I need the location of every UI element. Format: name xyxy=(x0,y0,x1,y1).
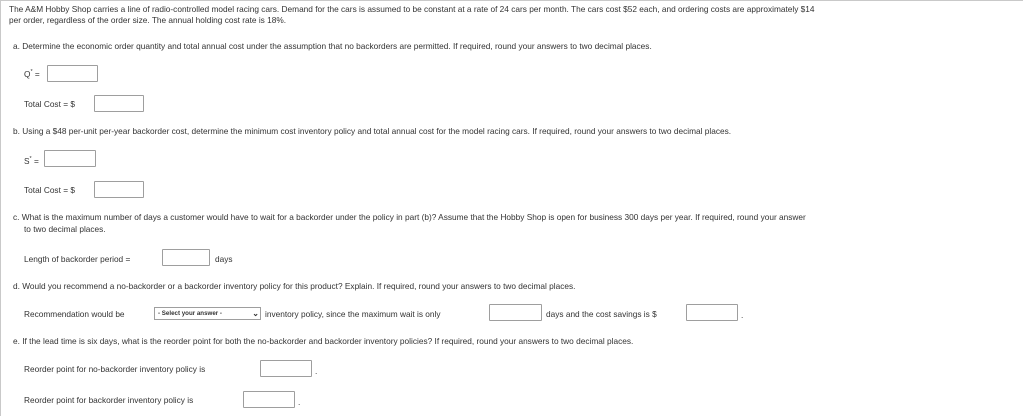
backorder-reorder-input[interactable] xyxy=(243,391,295,408)
recommendation-prefix: Recommendation would be xyxy=(24,309,125,319)
intro-line-2: per order, regardless of the order size. The annual holding cost rate is 18%. xyxy=(9,15,287,25)
part-c-question-line-2: to two decimal places. xyxy=(24,224,106,234)
part-b-total-cost-input[interactable] xyxy=(94,181,144,198)
policy-select-value: - Select your answer - xyxy=(158,310,222,317)
part-d-question: d. Would you recommend a no-backorder or a backorder inventory policy for this product? Explain. If required, round your answers to two decimal places. xyxy=(13,281,576,291)
after-select-text: inventory policy, since the maximum wait is only xyxy=(265,309,441,319)
backorder-length-label: Length of backorder period = xyxy=(24,254,131,264)
backorder-reorder-label: Reorder point for backorder inventory policy is xyxy=(24,395,194,405)
chevron-down-icon: ⌄ xyxy=(252,309,259,318)
days-unit-label: days xyxy=(215,254,233,264)
intro-line-1: The A&M Hobby Shop carries a line of radio-controlled model racing cars. Demand for the cars is assumed to be constant at a rate of 24 cars per month. The cars cost $52 each, and ordering costs are approximately $14 xyxy=(9,4,815,14)
s-star-input[interactable] xyxy=(44,150,96,167)
part-b-total-cost-label: Total Cost = $ xyxy=(24,185,75,195)
part-c-question-line-1: c. What is the maximum number of days a customer would have to wait for a backorder under the policy in part (b)? Assume that the Hobby Shop is open for business 300 days per year. If required, round your answer xyxy=(13,212,806,222)
q-star-label: Q* = xyxy=(24,69,40,79)
cost-savings-input[interactable] xyxy=(686,304,738,321)
max-wait-input[interactable] xyxy=(489,304,542,321)
s-star-label: S* = xyxy=(24,156,39,166)
part-e-period-1: . xyxy=(315,366,318,376)
q-star-input[interactable] xyxy=(47,65,98,82)
part-e-period-2: . xyxy=(298,397,301,407)
part-a-total-cost-input[interactable] xyxy=(94,95,144,112)
part-e-question: e. If the lead time is six days, what is the reorder point for both the no-backorder and backorder inventory policies? If required, round your answers to two decimal places. xyxy=(13,336,634,346)
no-backorder-reorder-input[interactable] xyxy=(260,360,312,377)
days-and-savings-text: days and the cost savings is $ xyxy=(546,309,657,319)
part-b-question: b. Using a $48 per-unit per-year backorder cost, determine the minimum cost inventory policy and total annual cost for the model racing cars. If required, round your answers to two decimal places. xyxy=(13,126,732,136)
part-a-question: a. Determine the economic order quantity and total annual cost under the assumption that no backorders are permitted. If required, round your answers to two decimal places. xyxy=(13,41,652,51)
part-d-period: . xyxy=(741,310,744,320)
no-backorder-reorder-label: Reorder point for no-backorder inventory policy is xyxy=(24,364,206,374)
part-a-total-cost-label: Total Cost = $ xyxy=(24,99,75,109)
backorder-length-input[interactable] xyxy=(162,249,210,266)
policy-select[interactable] xyxy=(154,307,261,320)
